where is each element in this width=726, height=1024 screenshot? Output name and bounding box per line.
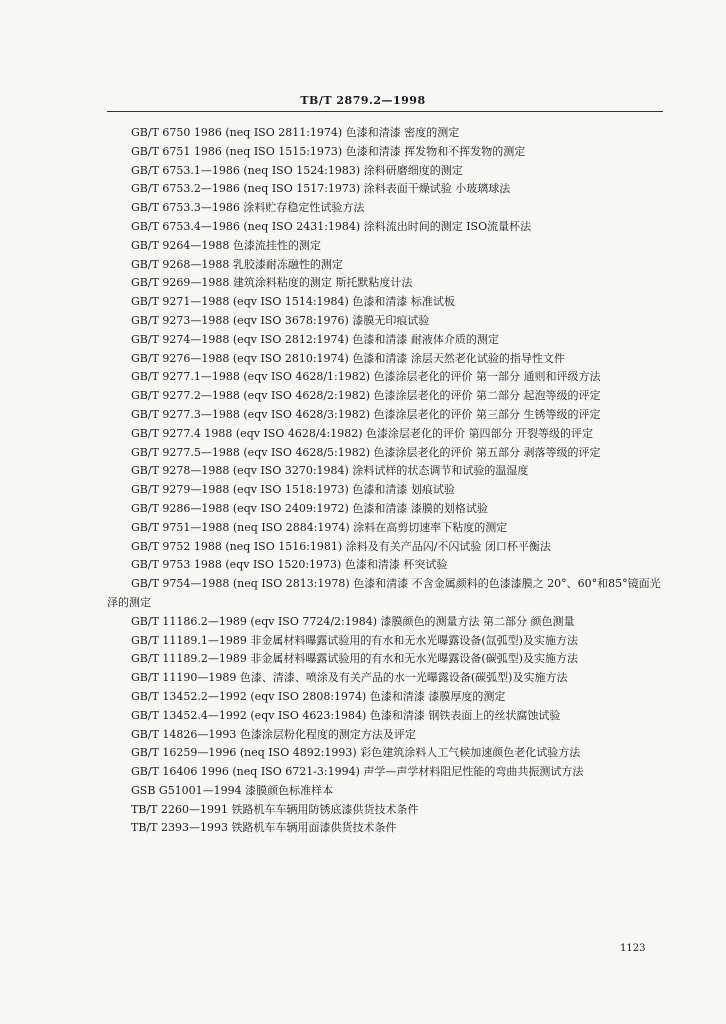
list-item: GB/T 16406 1996 (neq ISO 6721-3:1994) 声学—声学材料阻尼性能的弯曲共振测试方法 [131, 765, 584, 779]
list-item: GB/T 9264—1988 色漆流挂性的测定 [131, 238, 321, 252]
list-item: GB/T 6753.3—1986 涂料贮存稳定性试验方法 [131, 201, 365, 215]
list-item: GB/T 11186.2—1989 (eqv ISO 7724/2:1984) 漆膜颜色的测量方法 第二部分 颜色测量 [131, 614, 575, 628]
page-number: 1123 [620, 943, 646, 954]
list-item: GB/T 9274—1988 (eqv ISO 2812:1974) 色漆和清漆 耐液体介质的测定 [131, 332, 499, 346]
list-item: GB/T 6750 1986 (neq ISO 2811:1974) 色漆和清漆 密度的测定 [131, 126, 460, 139]
list-item: GB/T 11190—1989 色漆、清漆、喷涂及有关产品的水一光曝露设备(碳弧型)及实施方法 [131, 671, 568, 685]
header-rule [107, 111, 663, 112]
list-item: TB/T 2260—1991 铁路机车车辆用防锈底漆供货技术条件 [131, 802, 419, 816]
list-item: GB/T 11189.2—1989 非金属材料曝露试验用的有水和无水光曝露设备(碳弧型)及实施方法 [131, 652, 578, 666]
list-item: GSB G51001—1994 漆膜颜色标准样本 [131, 783, 334, 797]
list-item: GB/T 9276—1988 (eqv ISO 2810:1974) 色漆和清漆 涂层天然老化试验的指导性文件 [131, 351, 565, 365]
list-item: GB/T 6753.4—1986 (neq ISO 2431:1984) 涂料流出时间的测定 ISO流量杯法 [131, 219, 532, 233]
list-item: GB/T 13452.2—1992 (eqv ISO 2808:1974) 色漆和清漆 漆膜厚度的测定 [131, 689, 506, 703]
list-item: GB/T 9277.4 1988 (eqv ISO 4628/4:1982) 色漆涂层老化的评价 第四部分 开裂等级的评定 [131, 426, 594, 440]
list-item: GB/T 9277.3—1988 (eqv ISO 4628/3:1982) 色漆涂层老化的评价 第三部分 生锈等级的评定 [131, 407, 601, 421]
document-header: TB/T 2879.2—1998 [300, 94, 426, 107]
list-item: GB/T 9279—1988 (eqv ISO 1518:1973) 色漆和清漆 划痕试验 [131, 483, 455, 497]
list-item: GB/T 6753.2—1986 (neq ISO 1517:1973) 涂料表面干燥试验 小玻璃球法 [131, 182, 511, 196]
list-item: TB/T 2393—1993 铁路机车车辆用面漆供货技术条件 [131, 821, 397, 835]
list-item: GB/T 9751—1988 (neq ISO 2884:1974) 涂料在高剪切速率下粘度的测定 [131, 520, 508, 534]
list-item: GB/T 11189.1—1989 非金属材料曝露试验用的有水和无水光曝露设备(氙弧型)及实施方法 [131, 633, 578, 647]
list-item: GB/T 9277.1—1988 (eqv ISO 4628/1:1982) 色漆涂层老化的评价 第一部分 通则和评级方法 [131, 370, 601, 384]
list-item: GB/T 6751 1986 (neq ISO 1515:1973) 色漆和清漆 挥发物和不挥发物的测定 [131, 144, 526, 158]
list-item: GB/T 13452.4—1992 (eqv ISO 4623:1984) 色漆和清漆 钢铁表面上的丝状腐蚀试验 [131, 708, 561, 722]
list-item: GB/T 9277.5—1988 (eqv ISO 4628/5:1982) 色漆涂层老化的评价 第五部分 剥落等级的评定 [131, 445, 601, 459]
standards-list [107, 124, 663, 838]
list-item: GB/T 9754—1988 (neq ISO 2813:1978) 色漆和清漆 不含金属颜料的色漆漆膜之 20°、60°和85°镜面光泽的测定 [107, 577, 661, 609]
list-item: GB/T 6753.1—1986 (neq ISO 1524:1983) 涂料研磨细度的测定 [131, 163, 463, 177]
list-item: GB/T 9286—1988 (eqv ISO 2409:1972) 色漆和清漆 漆膜的划格试验 [131, 501, 488, 515]
list-item: GB/T 9752 1988 (neq ISO 1516:1981) 涂料及有关产品闪/不闪试验 闭口杯平衡法 [131, 539, 551, 553]
list-item: GB/T 9273—1988 (eqv ISO 3678:1976) 漆膜无印痕试验 [131, 313, 430, 327]
list-item: GB/T 9271—1988 (eqv ISO 1514:1984) 色漆和清漆 标准试板 [131, 295, 455, 309]
list-item: GB/T 16259—1996 (neq ISO 4892:1993) 彩色建筑涂料人工气候加速颜色老化试验方法 [131, 746, 581, 760]
list-item: GB/T 9269—1988 建筑涂料粘度的测定 斯托默粘度计法 [131, 276, 413, 290]
list-item: GB/T 9278—1988 (eqv ISO 3270:1984) 涂料试样的状态调节和试验的温湿度 [131, 464, 529, 478]
list-item: GB/T 9753 1988 (eqv ISO 1520:1973) 色漆和清漆 杯突试验 [131, 558, 448, 572]
list-item: GB/T 9268—1988 乳胶漆耐冻融性的测定 [131, 257, 343, 271]
list-item: GB/T 14826—1993 色漆涂层粉化程度的测定方法及评定 [131, 727, 416, 741]
list-item: GB/T 9277.2—1988 (eqv ISO 4628/2:1982) 色漆涂层老化的评价 第二部分 起泡等级的评定 [131, 389, 601, 403]
